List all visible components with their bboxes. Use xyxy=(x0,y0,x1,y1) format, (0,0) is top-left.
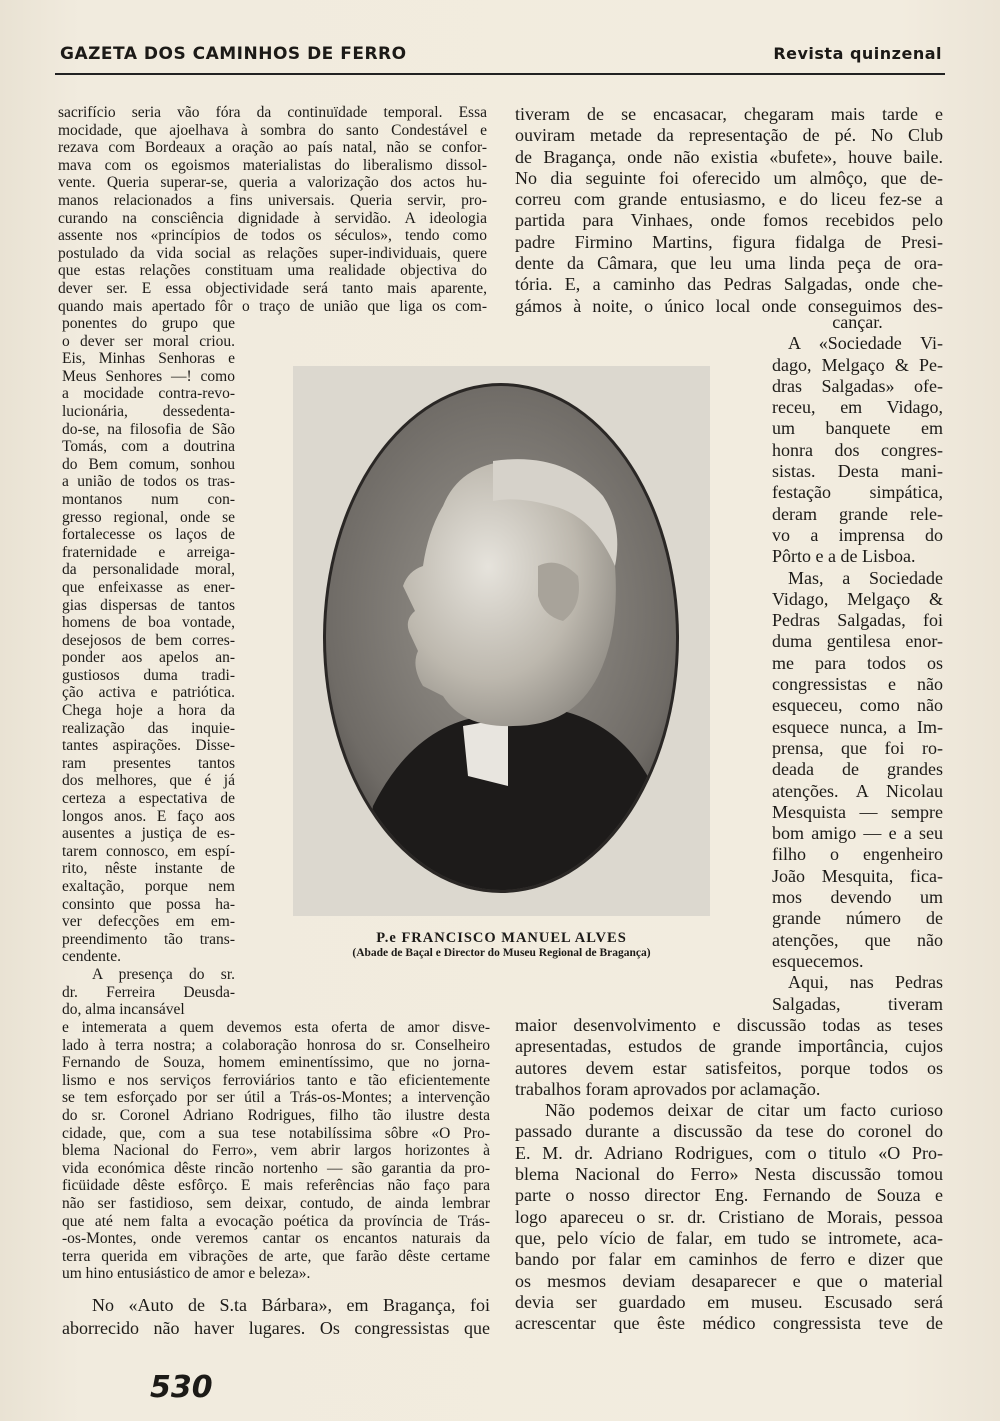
text-line: passado durante a discussão da tese do coronel do xyxy=(515,1121,943,1142)
text-line: Aqui, nas Pedras xyxy=(788,972,943,993)
text-line: dr. Ferreira Deusda- xyxy=(62,983,235,1001)
text-line: ficüidade dêste esfôrço. E mais referências não faço para xyxy=(62,1177,490,1195)
text-line: sistas. Desta mani- xyxy=(772,461,943,482)
photo-caption-name: P.e FRANCISCO MANUEL ALVES xyxy=(376,930,627,946)
text-line: Chega hoje a hora da xyxy=(62,702,235,720)
text-line: vida económica dêste rincão nortenho — são garantia da pro- xyxy=(62,1159,490,1177)
text-line: mos devendo um xyxy=(772,887,943,908)
text-line: lado à terra nostra; a colaboração honrosa do sr. Conselheiro xyxy=(62,1036,490,1054)
left-column-top-paragraph xyxy=(58,104,487,315)
text-line: ver defecções em em- xyxy=(62,913,235,931)
text-line: Pedras Salgadas, foi xyxy=(772,610,943,631)
text-line: se tem esforçado por ser útil a Trás-os-Montes; a intervenção xyxy=(62,1089,490,1107)
text-line: bom amigo — e a seu xyxy=(772,823,943,844)
text-line: prensa, que foi ro- xyxy=(772,737,943,758)
text-line: me para todos os xyxy=(772,652,943,673)
text-line: correu com grande entusiasmo, e do liceu fez-se a xyxy=(515,189,943,210)
publication-subtitle: Revista quinzenal xyxy=(773,44,942,63)
text-line: apresentadas, estudos de grande importância, cujos xyxy=(515,1036,943,1057)
text-line: congressistas e não xyxy=(772,674,943,695)
text-line: maior desenvolvimento e discussão todas as teses xyxy=(515,1015,943,1035)
text-line: ponentes do grupo que xyxy=(62,315,235,332)
text-line: mocidade, que ajoelhava à sombra do santo Condestável e xyxy=(58,121,487,139)
text-line: lismo e nos serviços ferroviários tanto e tão eficientemente xyxy=(62,1071,490,1089)
text-line: blema Nacional do Ferro» Nesta discussão tomou xyxy=(515,1164,943,1185)
text-line: consinto que possa ha- xyxy=(62,895,235,913)
text-line: receu, em Vidago, xyxy=(772,397,943,418)
text-line: ponder aos apelos an- xyxy=(62,649,235,667)
text-line: do-se, na filosofia de São xyxy=(62,420,235,438)
text-line: fortalecesse os laços de xyxy=(62,526,235,544)
text-line: Mesquista — sempre xyxy=(772,801,943,822)
text-line: ausentes a justiça de es- xyxy=(62,825,235,843)
text-line: tória. E, a caminho das Pedras Salgadas, onde che- xyxy=(515,274,943,295)
portrait-oval-image xyxy=(293,366,710,916)
right-column-top-paragraph xyxy=(515,104,943,317)
text-line: partida para Vinhaes, onde fomos recebidos pelo xyxy=(515,210,943,231)
text-line: E. M. dr. Adriano Rodrigues, com o titulo «O Pro- xyxy=(515,1142,943,1163)
text-line: esqueceu, como não xyxy=(772,695,943,716)
text-line: padre Firmino Martins, figura fidalga de Presi- xyxy=(515,231,943,252)
text-line: gias dispersas de tantos xyxy=(62,596,235,614)
text-line: não ser fastidioso, sem deixar, contudo, de ainda lembrar xyxy=(62,1194,490,1212)
text-line: cidade, que, com a sua tese notabilíssima sôbre «O Pro- xyxy=(62,1124,490,1142)
text-line: manos relacionados a fins universais. Queria servir, pro- xyxy=(58,191,487,209)
text-line: rezava com Bordeaux a oração ao país natal, não se confor- xyxy=(58,139,487,157)
text-line: ouviram metade da representação de pé. No Club xyxy=(515,125,943,146)
text-line: curando na consciência dignidade à servidão. A ideologia xyxy=(58,209,487,227)
text-line: A «Sociedade Vi- xyxy=(788,333,943,354)
page-number: 530 xyxy=(150,1370,213,1405)
text-line: a mocidade contra-revo- xyxy=(62,385,235,403)
text-line: homens de boa vontade, xyxy=(62,614,235,632)
left-column-final-paragraph xyxy=(62,1294,490,1341)
text-line: blema Nacional do Ferro», vem abrir largos horizontes à xyxy=(62,1142,490,1160)
text-line: dago, Melgaço & Pe- xyxy=(772,354,943,375)
text-line: festação simpática, xyxy=(772,482,943,503)
text-line: gresso regional, onde se xyxy=(62,508,235,526)
text-line: autores devem estar satisfeitos, porque todos os xyxy=(515,1057,943,1078)
text-line: desejosos de bem corres- xyxy=(62,631,235,649)
text-line: que até nem falta a evocação poética da província de Trás- xyxy=(62,1212,490,1230)
text-line: cendente. xyxy=(62,948,121,966)
text-line: terra querida em vibrações de arte, que farão dêste certame xyxy=(62,1247,490,1265)
text-line: vente. Queria superar-se, queria a valorização dos actos hu- xyxy=(58,174,487,192)
text-line: devia ser guardado em museu. Escusado será xyxy=(515,1291,943,1312)
text-line: Pôrto e a de Lisboa. xyxy=(772,546,916,567)
text-line: o dever ser moral criou. xyxy=(62,332,235,350)
text-line: vo a imprensa do xyxy=(772,524,943,545)
text-line: esquecemos. xyxy=(772,950,864,971)
text-line: Salgadas, tiveram xyxy=(772,993,943,1014)
text-line: João Mesquita, fica- xyxy=(772,865,943,886)
text-line: No «Auto de S.ta Bárbara», em Bragança, foi xyxy=(92,1295,490,1315)
text-line: um hino entusiástico de amor e beleza». xyxy=(62,1265,311,1283)
text-line: -os-Montes, onde veremos cantar os encantos naturais da xyxy=(62,1230,490,1248)
text-line: gámos à noite, o único local onde conseguimos des- xyxy=(515,295,943,316)
text-line: tantes aspirações. Disse- xyxy=(62,737,235,755)
text-line: exaltação, porque nem xyxy=(62,878,235,895)
portrait-photo xyxy=(293,366,710,916)
text-line: os mesmos deviam desaparecer e que o material xyxy=(515,1270,943,1291)
text-line: filho o engenheiro xyxy=(772,844,943,865)
text-line: Tomás, com a doutrina xyxy=(62,438,235,456)
text-line: honra dos congres- xyxy=(772,439,943,460)
text-line: rito, nêste instante de xyxy=(62,860,235,878)
right-column-bottom-paragraph xyxy=(515,1015,943,1334)
text-line: aborrecido não haver lugares. Os congressistas que xyxy=(62,1318,490,1339)
right-column-narrow-paragraph xyxy=(772,312,943,1015)
text-line: cançar. xyxy=(832,312,883,332)
text-line: quando mais apertado fôr o traço de união que liga os com- xyxy=(58,297,487,315)
text-line: dente da Câmara, que leu uma linda peça de ora- xyxy=(515,253,943,274)
text-line: certeza a espectativa de xyxy=(62,790,235,808)
text-line: Não podemos deixar de citar um facto curioso xyxy=(545,1100,943,1121)
text-line: preendimento tão trans- xyxy=(62,930,235,948)
text-line: postulado da vida social as relações super-individuais, quere xyxy=(58,244,487,262)
text-line: gustiosos duma tradi- xyxy=(62,666,235,684)
text-line: logo apareceu o sr. dr. Cristiano de Morais, pessoa xyxy=(515,1206,943,1227)
text-line: a união de todos os tras- xyxy=(62,473,235,491)
text-line: tiveram de se encasacar, chegaram mais tarde e xyxy=(515,104,943,124)
text-line: assente nos «princípios de todos os séculos», tendo como xyxy=(58,227,487,245)
text-line: Eis, Minhas Senhoras e xyxy=(62,350,235,368)
left-column-bottom-paragraph xyxy=(62,1019,490,1283)
text-line: atenções. A Nicolau xyxy=(772,780,943,801)
text-line: montanos num con- xyxy=(62,490,235,508)
text-line: deram grande rele- xyxy=(772,503,943,524)
text-line: que estas relações constituam uma realidade objectiva do xyxy=(58,262,487,280)
text-line: lucionária, dessedenta- xyxy=(62,402,235,420)
text-line: bando por falar em caminhos de ferro e dizer que xyxy=(515,1249,943,1270)
text-line: longos anos. E faço aos xyxy=(62,807,235,825)
text-line: da personalidade moral, xyxy=(62,561,235,579)
text-line: que, pelo vício de falar, em tudo se intromete, aca- xyxy=(515,1227,943,1248)
text-line: do, alma incansável xyxy=(62,1001,185,1019)
text-line: Vidago, Melgaço & xyxy=(772,588,943,609)
text-line: dos melhores, que é já xyxy=(62,772,235,790)
text-line: fraternidade e arreiga- xyxy=(62,543,235,561)
text-line: ram presentes tantos xyxy=(62,754,235,772)
publication-title: GAZETA DOS CAMINHOS DE FERRO xyxy=(60,44,407,64)
text-line: atenções, que não xyxy=(772,929,943,950)
text-line: e intemerata a quem devemos esta oferta de amor disve- xyxy=(62,1019,490,1036)
left-column-narrow-paragraph xyxy=(62,315,235,1019)
text-line: Fernando de Souza, homem eminentíssimo, que no jorna- xyxy=(62,1054,490,1072)
text-line: Mas, a Sociedade xyxy=(788,567,943,588)
text-line: A presença do sr. xyxy=(92,965,235,983)
text-line: um banquete em xyxy=(772,418,943,439)
text-line: sacrifício seria vão fóra da continuïdade temporal. Essa xyxy=(58,104,487,121)
text-line: realização das inquie- xyxy=(62,719,235,737)
text-line: tarem connosco, em espí- xyxy=(62,842,235,860)
text-line: Meus Senhores —! como xyxy=(62,367,235,385)
text-line: do sr. Coronel Adriano Rodrigues, filho tão ilustre desta xyxy=(62,1106,490,1124)
text-line: duma gentilesa enor- xyxy=(772,631,943,652)
text-line: ção activa e patriótica. xyxy=(62,684,235,702)
text-line: parte o nosso director Eng. Fernando de Souza e xyxy=(515,1185,943,1206)
text-line: dever ser. E essa objectividade será tanto mais aparente, xyxy=(58,279,487,297)
text-line: No dia seguinte foi oferecido um almôço, que de- xyxy=(515,167,943,188)
text-line: mava com os egoismos materialistas do liberalismo dissol- xyxy=(58,156,487,174)
text-line: esquece nunca, a Im- xyxy=(772,716,943,737)
text-line: grande número de xyxy=(772,908,943,929)
photo-caption-role: (Abade de Baçal e Director do Museu Regional de Bragança) xyxy=(352,947,651,959)
text-line: acrescentar que êste médico congressista teve de xyxy=(515,1313,943,1334)
text-line: deada de grandes xyxy=(772,759,943,780)
text-line: que enfeixasse as ener- xyxy=(62,578,235,596)
text-line: do Bem comum, sonhou xyxy=(62,455,235,473)
text-line: trabalhos foram aprovados por aclamação. xyxy=(515,1078,821,1099)
header-rule xyxy=(55,73,945,75)
text-line: de Bragança, onde não existia «bufete», houve baile. xyxy=(515,146,943,167)
text-line: dras Salgadas» ofe- xyxy=(772,375,943,396)
